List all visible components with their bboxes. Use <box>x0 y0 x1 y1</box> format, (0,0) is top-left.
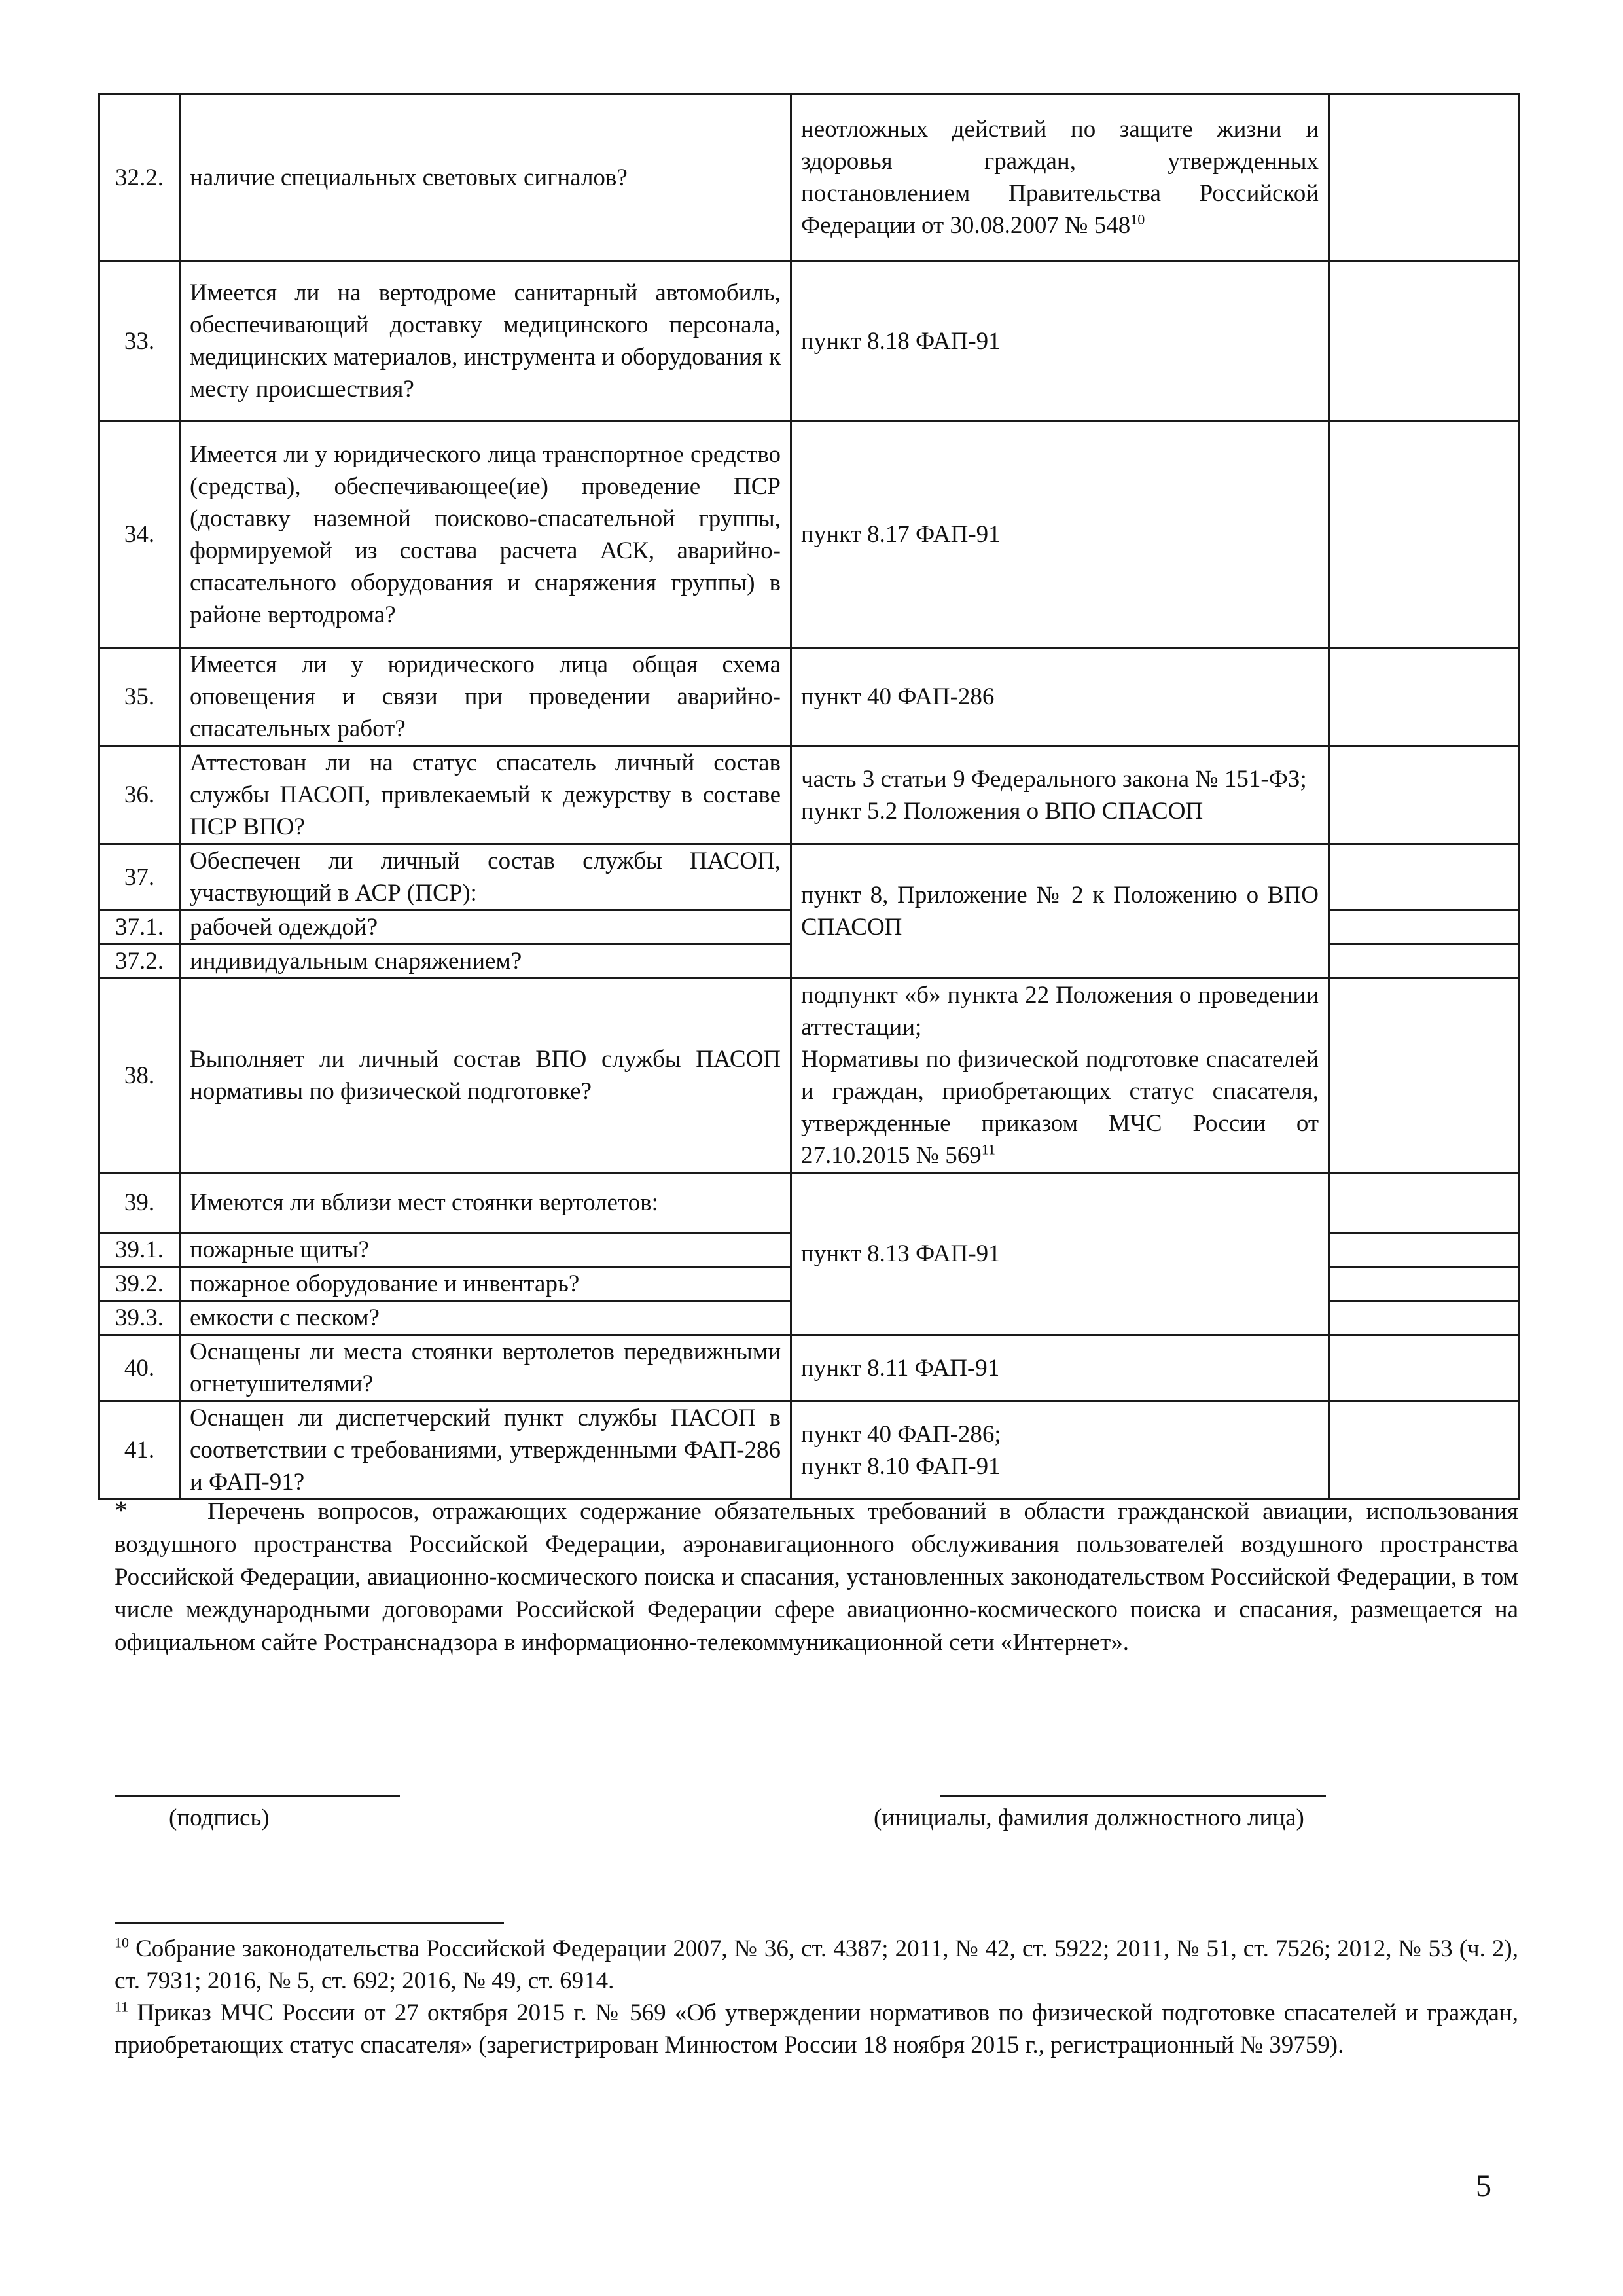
footnote-ref: 10 <box>1130 211 1145 228</box>
table-row <box>99 648 1520 746</box>
row-reference <box>791 1335 1329 1401</box>
table-row <box>99 94 1520 261</box>
name-line <box>940 1795 1326 1797</box>
row-question: Выполняет ли личный состав ВПО службы ПАСОП нормативы по физической подготовке? <box>180 978 791 1173</box>
reference-text: пункт 8.11 ФАП-91 <box>801 1354 1000 1382</box>
table-row <box>99 1173 1520 1233</box>
row-number: 39.3. <box>99 1301 180 1335</box>
row-reference <box>791 1401 1329 1499</box>
row-number: 37.1. <box>99 910 180 944</box>
answer-cell <box>1329 1335 1520 1401</box>
row-number: 34. <box>99 422 180 648</box>
reference-line: пункт 40 ФАП-286; <box>801 1420 1001 1448</box>
row-question: емкости с песком? <box>180 1301 791 1335</box>
row-question: пожарное оборудование и инвентарь? <box>180 1267 791 1301</box>
row-reference <box>791 94 1329 261</box>
row-number: 32.2. <box>99 94 180 261</box>
answer-cell <box>1329 1301 1520 1335</box>
footnote-text: Приказ МЧС России от 27 октября 2015 г. № 569 «Об утверждении нормативов по физической подготовке спасателей и граждан, приобретающих статус спасателя» (зарегистрирован Минюстом России 18 ноября 2015 г., регистрационный № 39759). <box>115 2000 1519 2058</box>
table-row <box>99 422 1520 648</box>
footnote-ref: 11 <box>981 1141 995 1158</box>
table-row <box>99 746 1520 844</box>
row-reference <box>791 978 1329 1173</box>
reference-line <box>801 1043 1319 1172</box>
note-text: Перечень вопросов, отражающих содержание обязательных требований в области гражданской авиации, использования воздушного пространства Российской Федерации, аэронавигационного обслуживания пользователей воздушного пространства Российской Федерации, авиационно-космического поиска и спасания, установленных законодательством Российской Федерации, в том числе международными договорами Российской Федерации сфере авиационно-космического поиска и спасания, размещается на официальном сайте Ространснадзора в информационно-телекоммуникационной сети «Интернет». <box>115 1498 1518 1656</box>
reference-text: пункт 8.17 ФАП-91 <box>801 521 1001 548</box>
answer-cell <box>1329 422 1520 648</box>
footnote-text: Собрание законодательства Российской Федерации 2007, № 36, ст. 4387; 2011, № 42, ст. 5922; 2011, № 51, ст. 7526; 2012, № 53 (ч. 2), ст. 7931; 2016, № 5, ст. 692; 2016, № 49, ст. 6914. <box>115 1935 1519 1994</box>
reference-text: Нормативы по физической подготовке спасателей и граждан, приобретающих статус спасателя, утвержденные приказом МЧС России от 27.10.2015 № 569 <box>801 1046 1319 1169</box>
footnote <box>115 1997 1518 2061</box>
row-question: индивидуальным снаряжением? <box>180 944 791 978</box>
row-number: 38. <box>99 978 180 1173</box>
reference-line: пункт 5.2 Положения о ВПО СПАСОП <box>801 797 1204 825</box>
row-reference <box>791 746 1329 844</box>
row-question: наличие специальных световых сигналов? <box>180 94 791 261</box>
signature-label: (подпись) <box>169 1804 270 1831</box>
table-row <box>99 261 1520 422</box>
reference-text: пункт 8, Приложение № 2 к Положению о ВПО СПАСОП <box>801 882 1319 941</box>
row-question: Оснащены ли места стоянки вертолетов передвижными огнетушителями? <box>180 1335 791 1401</box>
row-number: 39.1. <box>99 1233 180 1267</box>
table-row <box>99 844 1520 910</box>
reference-line: подпункт «б» пункта 22 Положения о проведении аттестации; <box>801 982 1319 1041</box>
table-row <box>99 1335 1520 1401</box>
answer-cell <box>1329 1173 1520 1233</box>
reference-text: пункт 8.13 ФАП-91 <box>801 1240 1001 1267</box>
row-number: 39. <box>99 1173 180 1233</box>
answer-cell <box>1329 1401 1520 1499</box>
answer-cell <box>1329 978 1520 1173</box>
reference-line: пункт 8.10 ФАП-91 <box>801 1452 1001 1480</box>
row-reference <box>791 422 1329 648</box>
reference-text: пункт 8.18 ФАП-91 <box>801 327 1001 355</box>
row-reference <box>791 1173 1329 1335</box>
row-number: 40. <box>99 1335 180 1401</box>
row-reference <box>791 844 1329 978</box>
note-marker: * <box>115 1496 128 1525</box>
name-label: (инициалы, фамилия должностного лица) <box>874 1804 1304 1831</box>
answer-cell <box>1329 261 1520 422</box>
row-question: пожарные щиты? <box>180 1233 791 1267</box>
row-number: 37. <box>99 844 180 910</box>
row-question: Обеспечен ли личный состав службы ПАСОП, участвующий в АСР (ПСР): <box>180 844 791 910</box>
answer-cell <box>1329 910 1520 944</box>
footnote <box>115 1933 1518 1997</box>
row-number: 33. <box>99 261 180 422</box>
row-question: Оснащен ли диспетчерский пункт службы ПАСОП в соответствии с требованиями, утвержденными ФАП-286 и ФАП-91? <box>180 1401 791 1499</box>
answer-cell <box>1329 648 1520 746</box>
row-question: Имеется ли у юридического лица общая схема оповещения и связи при проведении аварийно-спасательных работ? <box>180 648 791 746</box>
reference-text: неотложных действий по защите жизни и здоровья граждан, утвержденных постановлением Правительства Российской Федерации от 30.08.2007 № 548 <box>801 116 1319 239</box>
row-question: Имеются ли вблизи мест стоянки вертолетов: <box>180 1173 791 1233</box>
table-row <box>99 978 1520 1173</box>
row-number: 37.2. <box>99 944 180 978</box>
answer-cell <box>1329 94 1520 261</box>
page-number: 5 <box>1476 2168 1491 2203</box>
footnotes <box>115 1933 1518 2061</box>
answer-cell <box>1329 844 1520 910</box>
row-question: Аттестован ли на статус спасатель личный состав службы ПАСОП, привлекаемый к дежурству в составе ПСР ВПО? <box>180 746 791 844</box>
row-number: 39.2. <box>99 1267 180 1301</box>
answer-cell <box>1329 944 1520 978</box>
reference-text: пункт 40 ФАП-286 <box>801 683 995 710</box>
row-question: Имеется ли на вертодроме санитарный автомобиль, обеспечивающий доставку медицинского персонала, медицинских материалов, инструмента и оборудования к месту происшествия? <box>180 261 791 422</box>
row-number: 41. <box>99 1401 180 1499</box>
row-number: 36. <box>99 746 180 844</box>
row-number: 35. <box>99 648 180 746</box>
signature-line <box>115 1795 400 1797</box>
note-paragraph <box>115 1494 1518 1659</box>
footnote-mark: 10 <box>115 1934 129 1951</box>
row-reference <box>791 261 1329 422</box>
row-question: рабочей одеждой? <box>180 910 791 944</box>
footnote-mark: 11 <box>115 1998 129 2015</box>
answer-cell <box>1329 1267 1520 1301</box>
answer-cell <box>1329 746 1520 844</box>
reference-line: часть 3 статьи 9 Федерального закона № 151-ФЗ; <box>801 765 1307 793</box>
table-row <box>99 1401 1520 1499</box>
footnote-divider <box>115 1922 504 1924</box>
row-reference <box>791 648 1329 746</box>
answer-cell <box>1329 1233 1520 1267</box>
row-question: Имеется ли у юридического лица транспортное средство (средства), обеспечивающее(ие) проведение ПСР (доставку наземной поисково-спасательной группы, формируемой из состава расчета АСК, аварийно-спасательного оборудования и снаряжения группы) в районе вертодрома? <box>180 422 791 648</box>
checklist-table <box>98 93 1520 1500</box>
